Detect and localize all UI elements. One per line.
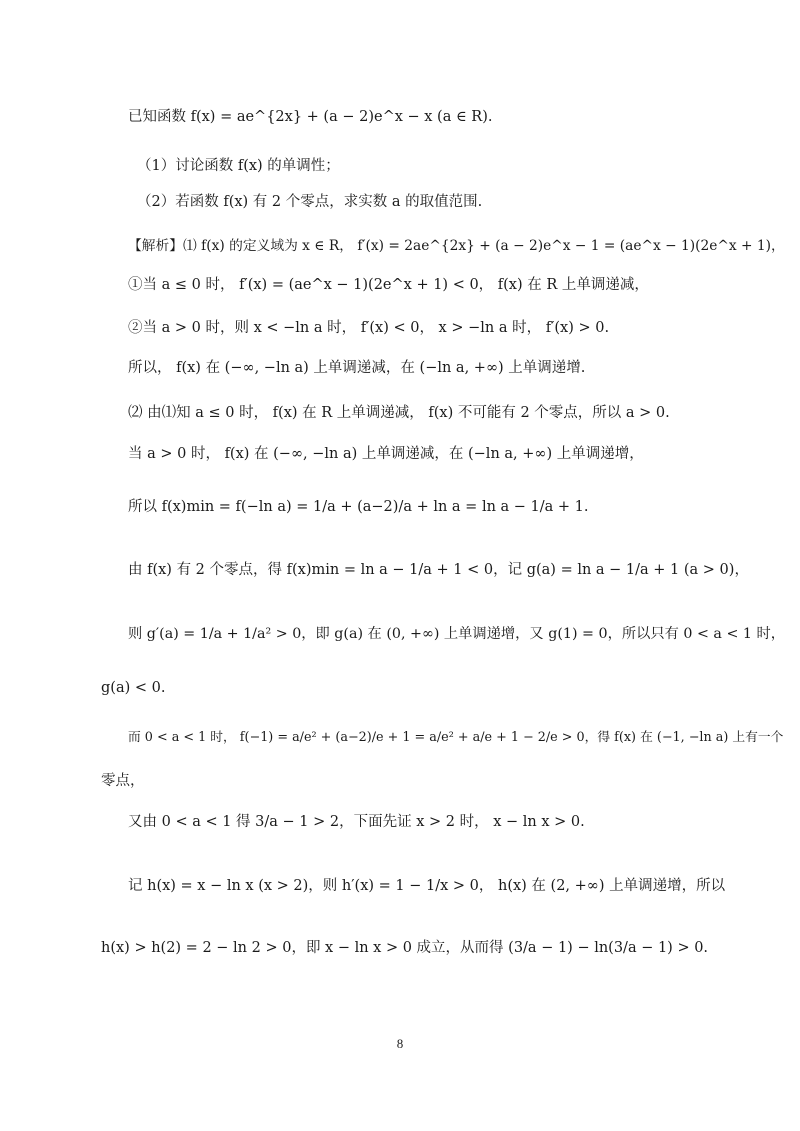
solution-line-15: h(x) > h(2) = 2 − ln 2 > 0，即 x − ln x > 0 成立，从而得 (3/a − 1) − ln(3/a − 1) > 0. bbox=[101, 940, 709, 956]
solution-line-7: 所以 f(x)min = f(−ln a) = 1/a + (a−2)/a + ln a = ln a − 1/a + 1. bbox=[128, 499, 589, 515]
solution-line-2: ①当 a ≤ 0 时， f′(x) = (ae^x − 1)(2e^x + 1) < 0， f(x) 在 R 上单调递减， bbox=[128, 277, 649, 293]
solution-line-10: g(a) < 0. bbox=[101, 680, 166, 696]
solution-line-8: 由 f(x) 有 2 个零点，得 f(x)min = ln a − 1/a + 1 < 0，记 g(a) = ln a − 1/a + 1 (a > 0)， bbox=[128, 562, 749, 578]
solution-line-9: 则 g′(a) = 1/a + 1/a² > 0，即 g(a) 在 (0, +∞) 上单调递增，又 g(1) = 0，所以只有 0 < a < 1 时， bbox=[128, 626, 786, 642]
problem-statement: 已知函数 f(x) = ae^{2x} + (a − 2)e^x − x (a ∈ R). bbox=[128, 109, 493, 125]
solution-line-6: 当 a > 0 时， f(x) 在 (−∞, −ln a) 上单调递减，在 (−ln a, +∞) 上单调递增， bbox=[128, 446, 644, 462]
problem-part2: （2）若函数 f(x) 有 2 个零点，求实数 a 的取值范围. bbox=[137, 194, 483, 210]
solution-line-1: 【解析】⑴ f(x) 的定义域为 x ∈ R， f′(x) = 2ae^{2x} + (a − 2)e^x − 1 = (ae^x − 1)(2e^x + 1)， bbox=[128, 238, 785, 254]
solution-line-14: 记 h(x) = x − ln x (x > 2)，则 h′(x) = 1 − 1/x > 0， h(x) 在 (2, +∞) 上单调递增，所以 bbox=[128, 878, 726, 894]
page-number: 8 bbox=[396, 1036, 404, 1051]
solution-line-13: 又由 0 < a < 1 得 3/a − 1 > 2，下面先证 x > 2 时， x − ln x > 0. bbox=[128, 814, 585, 830]
solution-line-3: ②当 a > 0 时，则 x < −ln a 时， f′(x) < 0， x > −ln a 时， f′(x) > 0. bbox=[128, 320, 610, 336]
problem-part1: （1）讨论函数 f(x) 的单调性； bbox=[137, 158, 340, 174]
solution-line-12: 零点， bbox=[101, 773, 145, 789]
solution-line-5: ⑵ 由⑴知 a ≤ 0 时， f(x) 在 R 上单调递减， f(x) 不可能有 2 个零点，所以 a > 0. bbox=[128, 405, 670, 421]
solution-line-11: 而 0 < a < 1 时， f(−1) = a/e² + (a−2)/e + 1 = a/e² + a/e + 1 − 2/e > 0，得 f(x) 在 (−1, −ln a) 上有一个 bbox=[128, 730, 784, 745]
solution-line-4: 所以， f(x) 在 (−∞, −ln a) 上单调递减，在 (−ln a, +∞) 上单调递增. bbox=[128, 360, 586, 376]
